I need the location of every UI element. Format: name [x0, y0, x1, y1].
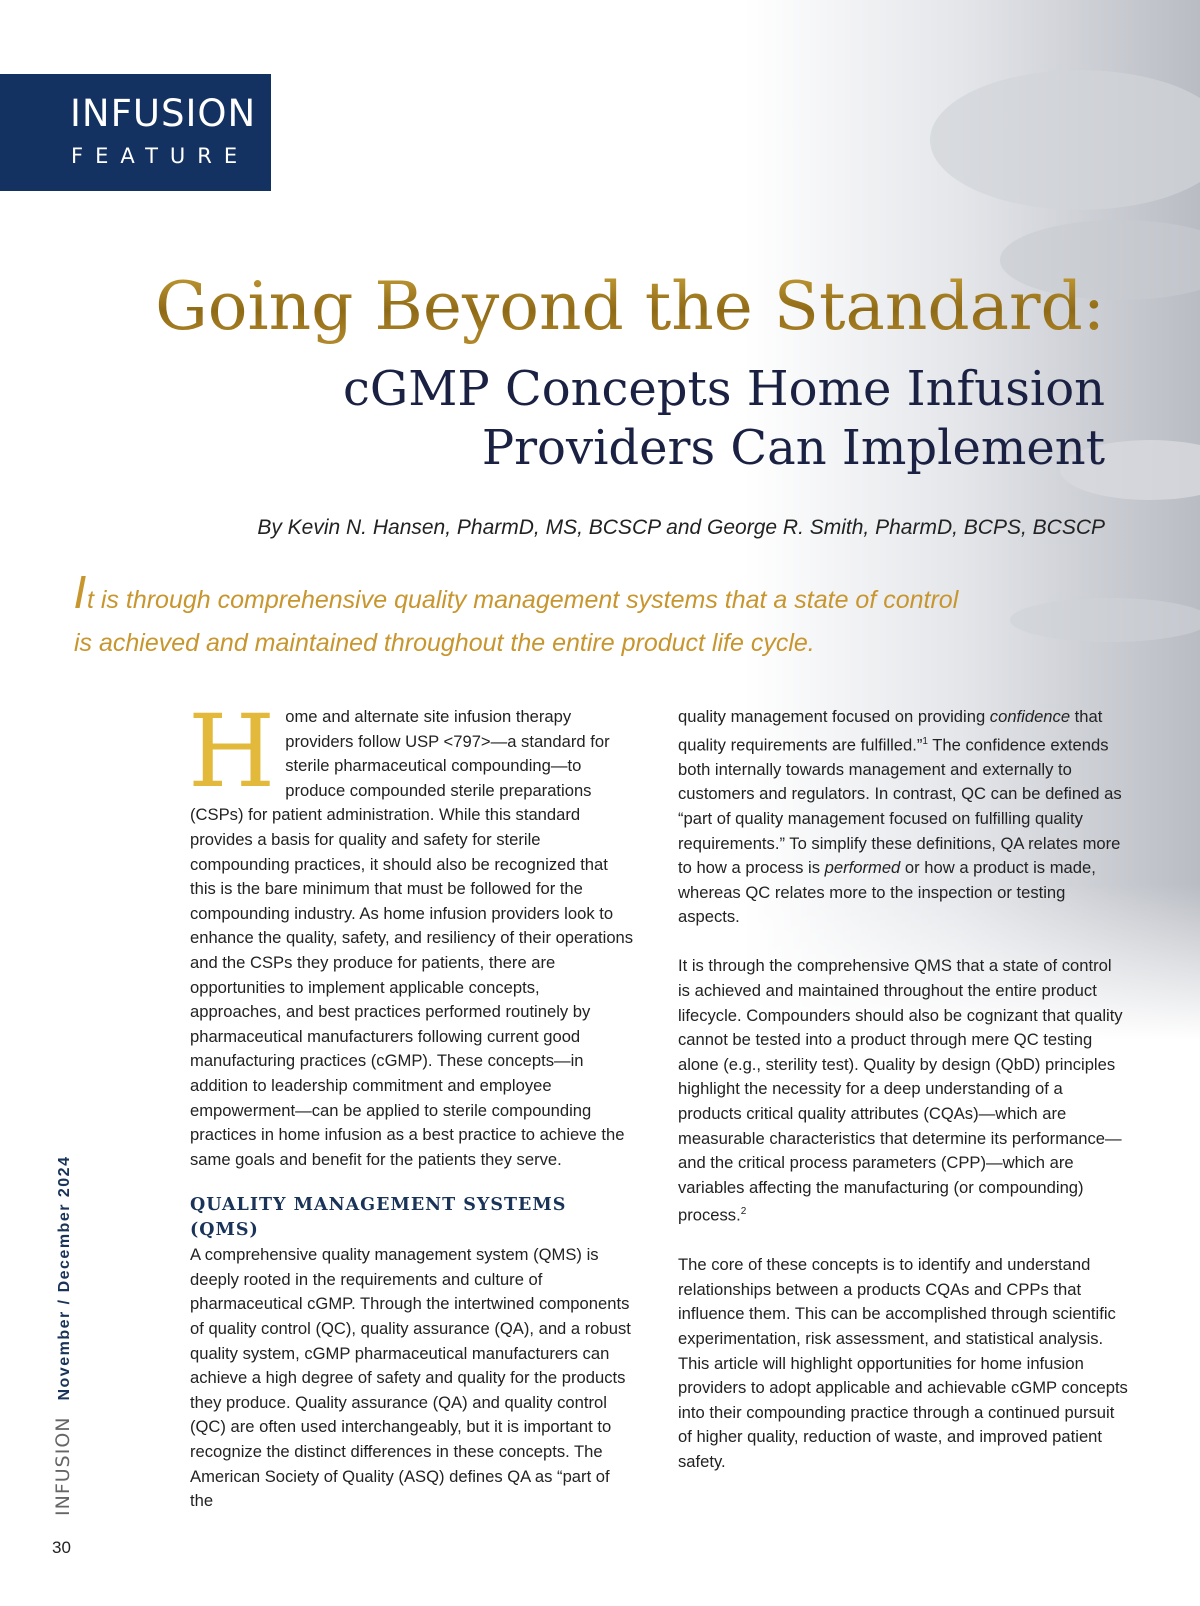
issue-sidebar — [52, 1156, 74, 1516]
paragraph-text: ome and alternate site infusion therapy providers follow USP <797>—a standard for sterile pharmaceutical compounding—to produce compounded sterile preparations (CSPs) for patient administration. While this standard provides a basis for quality and safety for sterile compounding practices, it should also be recognized that this is the bare minimum that must be followed for the compounding industry. As home infusion providers look to enhance the quality, safety, and resiliency of their operations and the CSPs they produce for patients, there are opportunities to implement applicable concepts, approaches, and best practices performed routinely by pharmaceutical manufacturers following current good manufacturing practices (cGMP). These concepts—in addition to leadership commitment and employee empowerment—can be applied to sterile compounding practices in home infusion as a best practice to achieve the same goals and benefit for the patients they serve. — [190, 707, 634, 1169]
paragraph: A comprehensive quality management system (QMS) is deeply rooted in the requirements and culture of pharmaceutical cGMP. Through the intertwined components of quality control (QC), quality assurance (QA), and a robust quality system, cGMP pharmaceutical manufacturers can achieve a high degree of safety and quality for the products they produce. Quality assurance (QA) and quality control (QC) are often used interchangeably, but it is important to recognize the distinct differences in these concepts. The American Society of Quality (ASQ) defines QA as “part of the — [190, 1245, 631, 1511]
paragraph-gap — [678, 930, 1128, 955]
masthead-label: FEATURE — [71, 144, 250, 168]
footnote-ref: 1 — [922, 735, 928, 747]
subtitle-line-1: cGMP Concepts Home Infusion — [343, 361, 1105, 417]
paragraph — [678, 705, 1128, 930]
pull-quote-text: t is through comprehensive quality management systems that a state of control is achieved and maintained throughout the entire product life cycle. — [74, 586, 959, 657]
page-number: 30 — [52, 1538, 71, 1557]
masthead-logo: INFUSION — [70, 92, 257, 135]
issue-date: November / December 2024 — [56, 1155, 73, 1401]
paragraph — [188, 693, 635, 1172]
paragraph — [678, 954, 1128, 1228]
paragraph: The core of these concepts is to identify and understand relationships between a products CQAs and CPPs that influence them. This can be accomplished through scientific experimentation, risk assessment, and statistical analysis. This article will highlight opportunities for home infusion providers to adopt applicable and achievable cGMP concepts into their compounding practice through a continued pursuit of higher quality, reduction of waste, and improved patient safety. — [678, 1255, 1128, 1471]
footer-brand: INFUSION — [52, 1416, 74, 1516]
masthead — [0, 74, 271, 191]
emphasis: performed — [824, 858, 901, 878]
body-column-right — [678, 705, 1128, 1474]
pull-quote — [74, 568, 974, 665]
text-run: or how a product is made, whereas QC relates more to the inspection or testing aspects. — [678, 858, 1096, 927]
text-run: The confidence extends both internally towards management and externally to customers and regulators. In contrast, QC can be defined as “part of quality management focused on fulfilling quality requirements.” To simplify these definitions, QA relates more to how a process is — [678, 735, 1122, 878]
text-run: It is through the comprehensive QMS that a state of control is achieved and maintained throughout the entire product lifecycle. Compounders should also be cognizant that quality cannot be tested into a product through mere QC testing alone (e.g., sterility test). Quality by design (QbD) principles highlight the necessity for a deep understanding of a products critical quality attributes (CQAs)—which are measurable characteristics that determine its performance—and the critical process parameters (CPP)—which are variables affecting the manufacturing (or compounding) process. — [678, 956, 1123, 1225]
footnote-ref: 2 — [740, 1206, 747, 1218]
pull-quote-initial: I — [74, 568, 87, 619]
subtitle-line-2: Providers Can Implement — [481, 420, 1105, 476]
drop-cap: H — [188, 693, 276, 810]
emphasis: confidence — [989, 707, 1071, 726]
text-run: that quality requirements are fulfilled.” — [678, 707, 1103, 755]
byline: By Kevin N. Hansen, PharmD, MS, BCSCP and George R. Smith, PharmD, BCPS, BCSCP — [257, 516, 1105, 539]
body-column-left — [188, 693, 635, 1514]
text-run: quality management focused on providing — [678, 707, 990, 726]
section-heading: QUALITY MANAGEMENT SYSTEMS (QMS) — [190, 1195, 567, 1241]
paragraph-gap — [678, 1229, 1128, 1254]
article-subtitle — [343, 360, 1105, 478]
article-title: Going Beyond the Standard: — [155, 268, 1105, 345]
